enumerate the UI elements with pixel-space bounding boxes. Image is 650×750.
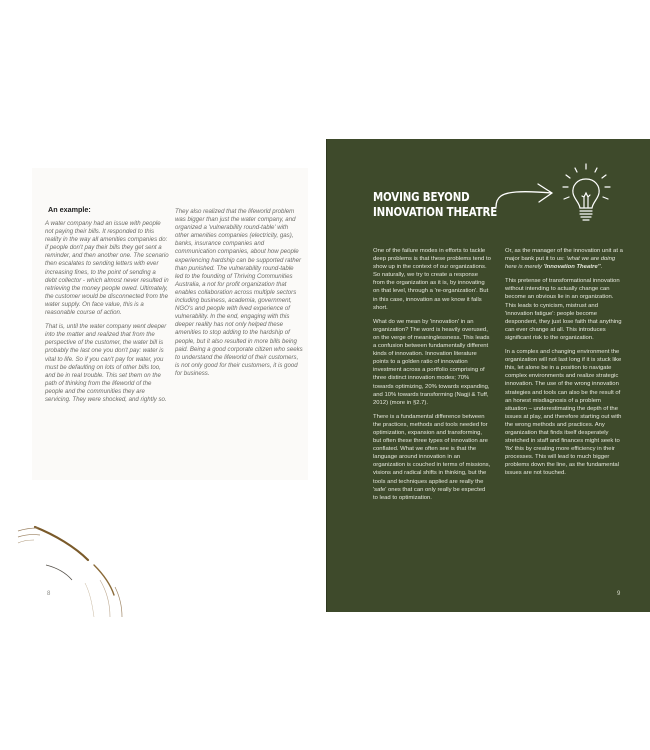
example-paragraph: A water company had an issue with people not paying their bills. It responded to this reality in the way all amenities companies do: if people don't pay their bills they get sent a reminder, and then another one. The scenario then escalates to sending letters with ever increasing fines, to the point of sending a debt collector - which almost never resulted in retrieving the money people owed. Ultimately, the customer would be disconnected from the water supply. On face value, this is a reasonable course of action. bbox=[45, 220, 169, 317]
example-column-2 bbox=[175, 208, 303, 384]
body-paragraph: This pretense of transformational innovation without intending to actually change can become an obvious lie in an organization. This leads to cynicism, mistrust and 'innovation fatigue': people become despondent, they just lose faith that anything can ever change at all. This introduces significant risk to the organization. bbox=[505, 278, 622, 341]
body-paragraph: In a complex and changing environment the organization will not last long if it is stuck like this, let alone be in a position to navigate complex environments and realize strategic innovation. The use of the wrong innovation strategies and tools can also be the result of an honest misdiagnosis of a problem situation – underestimating the depth of the issues at play, and therefore starting out with the wrong methods and practices. Any organization that finds itself desperately stretched in staff and finances might seek to 'fix' this by creating more efficiency in their processes. This will lead to much bigger problems down the line, as the fundamental issues are not touched. bbox=[505, 349, 622, 477]
section-title bbox=[373, 189, 497, 219]
lightbulb-icon bbox=[555, 161, 617, 225]
quote-paragraph bbox=[505, 247, 623, 271]
example-column-1 bbox=[45, 205, 169, 410]
body-column-1 bbox=[373, 247, 491, 508]
example-sidebar-box bbox=[32, 168, 308, 480]
quote-end: . bbox=[600, 264, 603, 271]
body-paragraph: What do we mean by 'innovation' in an organization? The word is heavily overused, on the verge of meaninglessness. This leads a confusion between fundamentally different kinds of innovation. Innovation literature points to a golden ratio of innovation investment across a portfolio comprising of three distinct innovation modes; 70% towards optimizing, 20% towards expanding, and 10% towards transforming (Nagji & Tuff, 2012) (more in §2.7). bbox=[373, 318, 490, 406]
page-number-left: 8 bbox=[47, 591, 51, 597]
brush-stroke-decoration-icon bbox=[10, 525, 130, 620]
arrow-icon bbox=[494, 177, 556, 209]
page-number-right: 9 bbox=[617, 591, 621, 597]
example-paragraph: They also realized that the lifeworld problem was bigger than just the water company, and organized a 'vulnerability round-table' with other amenities companies (electricity, gas), banks, insurance companies and communication companies, about how people experiencing hardship can be supported rather than punished. The vulnerability round-table led to the founding of Thriving Communities Australia, a not for profit organization that enables collaboration across multiple sectors including business, academia, government, NGO's and people with lived experience of vulnerability. In the end, engaging with this deeper reality has not only helped these amenities to stop adding to the hardship of people, but it also resulted in more bills being paid. Being a good corporate citizen who seeks to understand the lifeworld of their customers, is not only good for their customers, it is good for business. bbox=[175, 208, 303, 377]
body-paragraph: There is a fundamental difference between the practices, methods and tools needed for optimization, expansion and transforming, but often these three types of innovation are conflated. What we often see is that the language around innovation in an organization is couched in terms of missions, visions and radical shifts in thinking, but the tools and techniques applied are really the 'safe' ones that can only really be expected to lead to optimization. bbox=[373, 413, 491, 501]
quote-emphasis: 'Innovation Theatre'' bbox=[543, 264, 601, 271]
quote-text-body: 'what we are doing here is merely bbox=[505, 256, 616, 271]
example-paragraph: That is, until the water company went deeper into the matter and realized that from the perspective of the customer, the water bill is probably the last one you don't pay: water is vital to life. So if you can't pay for water, you must be defaulting on lots of other bills too, and be in real trouble. This set them on the path of thinking from the lifeworld of the people and the communities they are servicing. They were shocked, and rightly so. bbox=[45, 323, 167, 403]
page-gutter-edge bbox=[326, 139, 327, 612]
example-heading: An example: bbox=[48, 205, 91, 214]
quote-intro: Or, as the manager of the innovation unit at a major bank put it to us: bbox=[505, 248, 623, 263]
title-line-1: MOVING BEYOND bbox=[373, 189, 470, 204]
right-page bbox=[326, 139, 650, 612]
body-column-2 bbox=[505, 247, 623, 484]
title-line-2: INNOVATION THEATRE bbox=[373, 204, 498, 219]
body-paragraph: One of the failure modes in efforts to tackle deep problems is that these problems tend to show up in the context of our organizations. So naturally, we try to create a response from the organization as it is, by innovating on that level, through a 're-organization'. But in this case, innovation as we know it falls short. bbox=[373, 248, 491, 311]
